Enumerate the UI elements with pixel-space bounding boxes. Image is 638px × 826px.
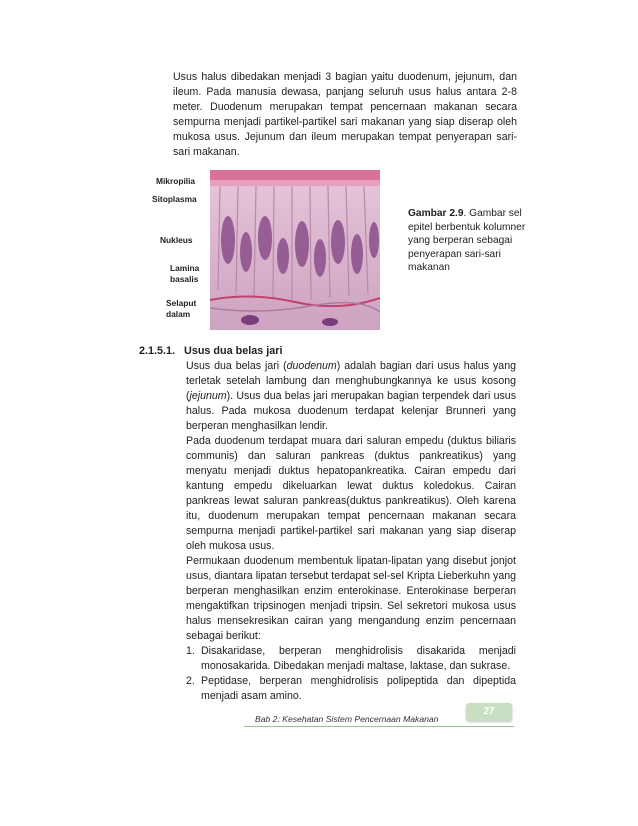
paragraph-3: Permukaan duodenum membentuk lipatan-lipatan yang disebut jonjot usus, diantara lipatan tersebut terdapat sel-sel Kripta Lieberkuhn yang berperan menghasilkan enzim enterokinase. Enterokinase berperan mengaktifkan tripsinogen menjadi tripsin. Sel sekretori mukosa usus halus mensekresikan cairan yang mengandung enzim pencernaan sebagai berikut: — [186, 555, 516, 642]
micrograph-svg — [210, 170, 380, 330]
enzyme-list — [186, 644, 516, 704]
section-title: Usus dua belas jari — [184, 345, 283, 357]
caption-title: Gambar 2.9 — [408, 208, 464, 219]
section-heading — [139, 345, 282, 357]
label-nukleus: Nukleus — [160, 235, 193, 245]
list-item — [186, 644, 516, 674]
footer-chapter-title: Bab 2: Kesehatan Sistem Pencernaan Makanan — [255, 714, 439, 724]
list-number: 1. — [186, 645, 195, 657]
list-text: Peptidase, berperan menghidrolisis polipeptida dan dipeptida menjadi asam amino. — [201, 675, 516, 702]
footer-divider — [244, 726, 514, 727]
label-basalis: basalis — [170, 274, 199, 284]
p1-part-b: ) adalah bagian dari usus halus yang terletak setelah lambung dan menghubungkannya ke usus kosong ( — [186, 360, 516, 402]
label-selaput: Selaput — [166, 298, 197, 308]
intro-paragraph — [173, 70, 517, 160]
label-sitoplasma: Sitoplasma — [152, 194, 197, 204]
paragraph-2: Pada duodenum terdapat muara dari saluran empedu (duktus biliaris communis) dan saluran pankreas (duktus pankreatikus) yang menyatu menjadi duktus hepatopankreatika. Cairan empedu dari kantung empedu dikeluarkan lewat duktus koledokus. Cairan pankreas lewat saluran pankreas(duktus pankreatikus). Oleh karena itu, duodenum merupakan tempat pencernaan makanan secara sempurna menjadi partikel-partikel sari makanan yang siap diserap oleh mukosa usus. — [186, 435, 516, 552]
page-number: 27 — [466, 703, 512, 721]
section-number: 2.1.5.1. — [139, 345, 176, 357]
label-mikropilia: Mikropilia — [156, 176, 196, 186]
micrograph-image — [210, 170, 380, 330]
p1-part-a: Usus dua belas jari ( — [186, 360, 287, 372]
list-item — [186, 674, 516, 704]
section-body — [186, 359, 516, 704]
label-dalam: dalam — [166, 309, 191, 319]
list-text: Disakaridase, berperan menghidrolisis disakarida menjadi monosakarida. Dibedakan menjadi maltase, laktase, dan sukrase. — [201, 645, 516, 672]
list-number: 2. — [186, 675, 195, 687]
p1-italic-jejunum: jejunum — [189, 390, 227, 402]
paragraph-1 — [186, 359, 516, 434]
figure-epithelium — [152, 168, 382, 330]
intro-text: Usus halus dibedakan menjadi 3 bagian yaitu duodenum, jejunum, dan ileum. Pada manusia dewasa, panjang seluruh usus halus antara 2-8 meter. Duodenum merupakan tempat pencernaan makanan secara sempurna menjadi partikel-partikel sari makanan yang siap diserap oleh mukosa usus. Jejunum dan ileum merupakan tempat penyerapan sari-sari makanan. — [173, 71, 517, 158]
label-lamina: Lamina — [170, 263, 200, 273]
p1-part-c: ). Usus dua belas jari merupakan bagian terpendek dari usus halus. Pada mukosa duodenum terdapat kelenjar Brunneri yang berperan menghasilkan lendir. — [186, 390, 516, 432]
p1-italic-duodenum: duodenum — [286, 360, 337, 372]
figure-caption — [408, 207, 534, 275]
caption-text: . Gambar sel epitel berbentuk kolumner yang berperan sebagai penyerapan sari-sari makanan — [408, 208, 526, 274]
